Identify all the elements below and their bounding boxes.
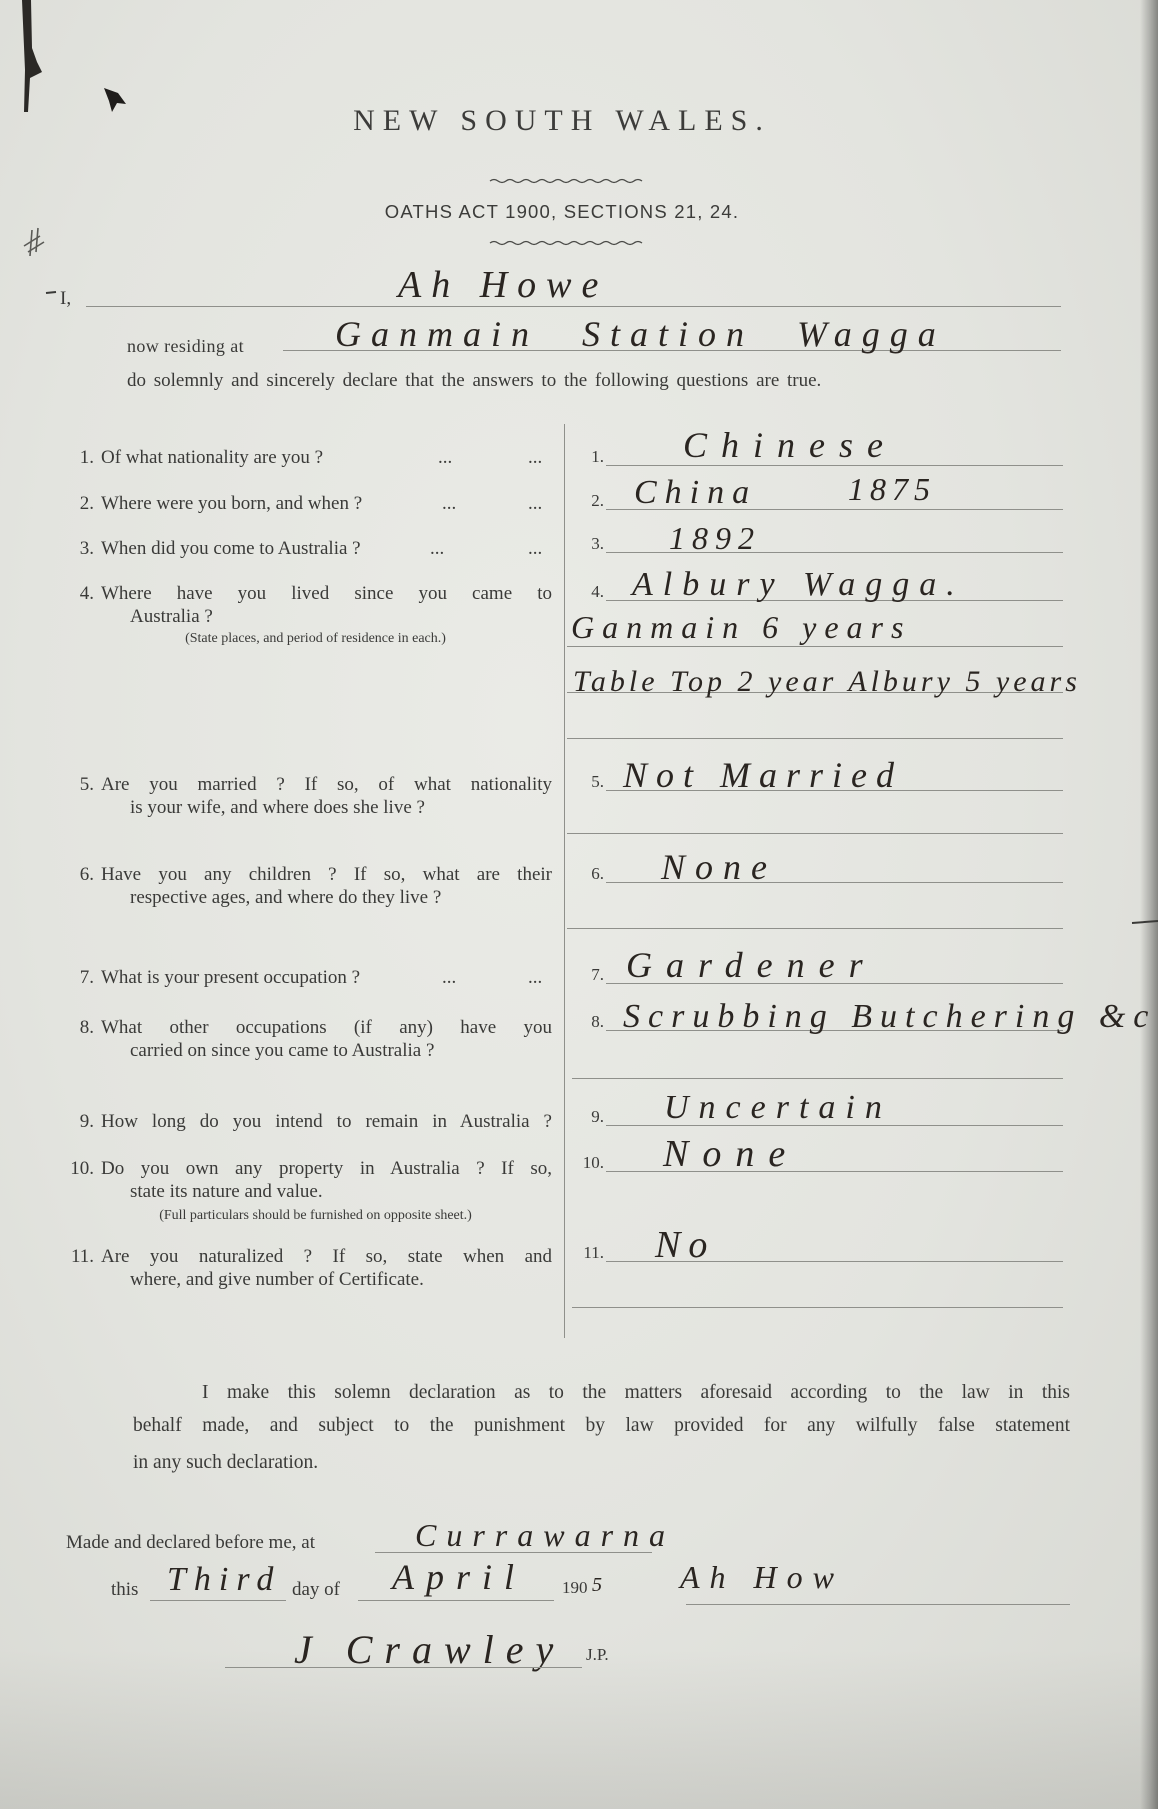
question-text: Have you any children ? If so, what are their (101, 864, 552, 885)
declaration-line-2: behalf made, and subject to the punishment by law provided for any wilfully false statement (133, 1415, 1070, 1436)
question-text: What other occupations (if any) have you (101, 1017, 552, 1038)
residing-label: now residing at (127, 336, 244, 356)
question-text-continued: state its nature and value. (130, 1181, 323, 1202)
jp-label: J.P. (586, 1645, 609, 1664)
answer-number: 1. (591, 447, 604, 466)
answer-number: 6. (591, 864, 604, 883)
declarant-residence: Ganmain Station Wagga (335, 314, 946, 354)
question-number: 7. (79, 967, 94, 988)
answer-line (567, 646, 1063, 647)
declarant-signature-line (686, 1604, 1070, 1605)
form-subtitle: OATHS ACT 1900, SECTIONS 21, 24. (384, 201, 740, 222)
ink-stroke-mark (22, 0, 42, 112)
month-line (358, 1600, 554, 1601)
answer-birthplace: China (634, 474, 758, 511)
answer-line (572, 1078, 1063, 1079)
question-text-continued: carried on since you came to Australia ? (130, 1040, 435, 1061)
dot-leader: ... (528, 538, 543, 559)
question-number: 5. (79, 774, 94, 795)
declaration-line-3: in any such declaration. (133, 1452, 319, 1473)
justice-signature: J Crawley (294, 1627, 566, 1672)
question-text: Where were you born, and when ? (101, 493, 363, 514)
answer-number: 8. (591, 1012, 604, 1031)
question-text: Of what nationality are you ? (101, 447, 324, 468)
answer-number: 4. (591, 582, 604, 601)
dot-leader: ... (528, 493, 543, 514)
dot-leader: ... (528, 447, 543, 468)
answer-number: 2. (591, 491, 604, 510)
declaration-day: Third (167, 1561, 282, 1598)
margin-dash-mark (46, 292, 56, 293)
title-flourish-bottom (490, 242, 642, 245)
column-divider (564, 424, 565, 1338)
form-title: NEW SOUTH WALES. (353, 104, 771, 137)
question-text: When did you come to Australia ? (101, 538, 361, 559)
question-number: 6. (79, 864, 94, 885)
answer-intended-stay: Uncertain (664, 1089, 892, 1126)
question-number: 8. (79, 1017, 94, 1038)
question-number: 2. (79, 493, 94, 514)
day-of-label: day of (292, 1579, 341, 1600)
dot-leader: ... (442, 967, 457, 988)
answer-line (606, 465, 1063, 466)
answer-arrival-year: 1892 (669, 520, 761, 556)
made-declared-label: Made and declared before me, at (66, 1532, 315, 1553)
question-number: 1. (79, 447, 94, 468)
answer-number: 7. (591, 965, 604, 984)
answer-line (567, 928, 1063, 929)
question-text-continued: respective ages, and where do they live ? (130, 887, 442, 908)
answer-number: 5. (591, 772, 604, 791)
answer-number: 11. (583, 1243, 604, 1262)
margin-pencil-mark (24, 228, 44, 256)
declarant-name: Ah Howe (398, 264, 609, 306)
question-text-continued: Australia ? (130, 606, 213, 627)
edge-tick-mark (1132, 921, 1158, 923)
question-number: 10. (70, 1158, 94, 1179)
year-printed: 190 (562, 1578, 588, 1597)
answer-residences-line-1: Albury Wagga. (632, 566, 965, 603)
question-note: (Full particulars should be furnished on opposite sheet.) (159, 1208, 472, 1223)
declare-statement: do solemnly and sincerely declare that the answers to the following questions are true. (127, 370, 822, 391)
question-text: Are you married ? If so, of what nationality (101, 774, 552, 795)
answer-occupation: Gardener (626, 945, 877, 985)
declaration-place: Currawarna (415, 1517, 676, 1553)
answer-line (572, 1307, 1063, 1308)
dot-leader: ... (430, 538, 445, 559)
title-flourish-top (490, 180, 642, 183)
answer-line (567, 738, 1063, 739)
question-number: 4. (79, 583, 94, 604)
dot-leader: ... (442, 493, 457, 514)
answer-number: 3. (591, 534, 604, 553)
day-line (150, 1600, 286, 1601)
question-text: How long do you intend to remain in Australia ? (101, 1111, 552, 1132)
question-number: 3. (79, 538, 94, 559)
answer-residences-line-2: Ganmain 6 years (571, 609, 912, 645)
declaration-line-1: I make this solemn declaration as to the matters aforesaid according to the law in this (202, 1382, 1070, 1403)
answer-children: None (661, 847, 777, 887)
declaration-month: April (392, 1557, 527, 1597)
answer-property: None (663, 1133, 800, 1175)
dot-leader: ... (438, 447, 453, 468)
question-note: (State places, and period of residence in each.) (185, 631, 446, 646)
answer-number: 10. (582, 1153, 604, 1172)
answer-residences-line-3: Table Top 2 year Albury 5 years (573, 665, 1081, 698)
question-text-continued: is your wife, and where does she live ? (130, 797, 425, 818)
declarant-signature: Ah How (680, 1559, 844, 1595)
question-text: What is your present occupation ? (101, 967, 361, 988)
answer-other-occupations: Scrubbing Butchering &c (623, 998, 1157, 1035)
question-number: 9. (79, 1111, 94, 1132)
question-text-continued: where, and give number of Certificate. (130, 1269, 424, 1290)
question-text: Are you naturalized ? If so, state when and (101, 1246, 552, 1267)
answer-line (567, 833, 1063, 834)
justice-signature-line (225, 1667, 582, 1668)
question-text: Do you own any property in Australia ? If so, (101, 1158, 552, 1179)
declarant-pronoun: I, (60, 288, 72, 309)
question-text: Where have you lived since you came to (101, 583, 552, 604)
this-label: this (111, 1579, 139, 1600)
answer-naturalized: No (655, 1224, 716, 1266)
answer-married: Not Married (623, 755, 904, 795)
answer-birth-year: 1875 (848, 471, 936, 507)
answer-number: 9. (591, 1107, 604, 1126)
name-line (86, 306, 1061, 307)
question-number: 11. (70, 1246, 94, 1267)
year-handwritten: 5 (592, 1574, 602, 1596)
dot-leader: ... (528, 967, 543, 988)
answer-nationality: Chinese (683, 425, 897, 465)
